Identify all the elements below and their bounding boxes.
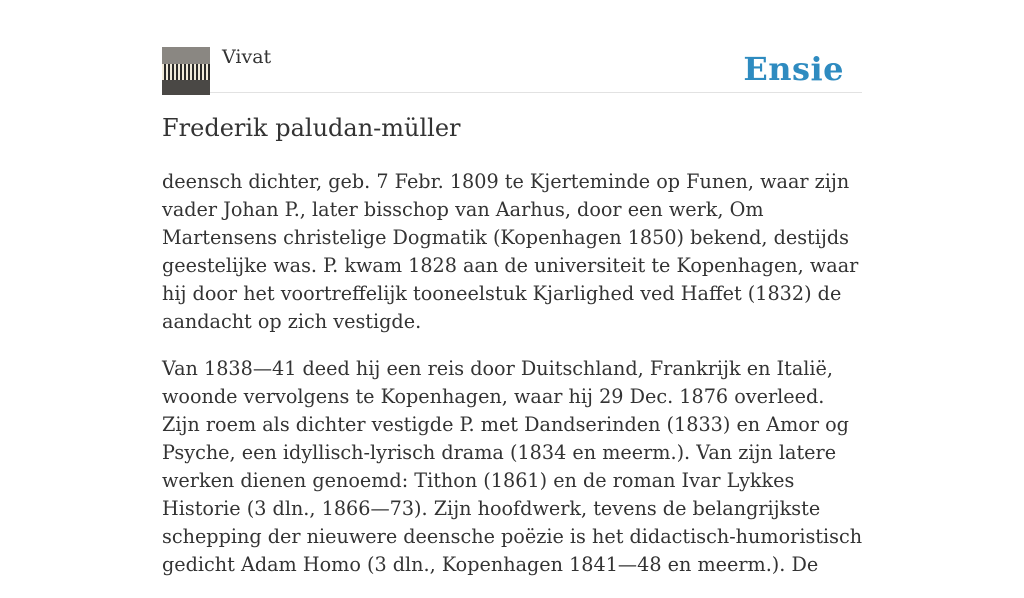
avatar-floor	[162, 80, 210, 95]
header	[162, 0, 862, 93]
author-avatar[interactable]	[162, 47, 210, 95]
avatar-sky	[162, 47, 210, 64]
author-name[interactable]: Vivat	[222, 46, 272, 68]
article-paragraph: deensch dichter, geb. 7 Febr. 1809 te Kjerteminde op Funen, waar zijn vader Johan P., later bisschop van Aarhus, door een werk, Om Martensens christelige Dogmatik (Kopenhagen 1850) bekend, destijds geestelijke was. P. kwam 1828 aan de universiteit te Kopenhagen, waar hij door het voortreffelijk tooneelstuk Kjarlighed ved Haffet (1832) de aandacht op zich vestigde.	[162, 170, 859, 333]
brand-logo[interactable]: Ensie	[743, 50, 844, 88]
article-title: Frederik paludan-müller	[162, 114, 461, 142]
article-paragraph: Van 1838—41 deed hij een reis door Duitschland, Frankrijk en Italië, woonde vervolgens te Kopenhagen, waar hij 29 Dec. 1876 overleed. Zijn roem als dichter vestigde P. met Dandserinden (1833) en Amor og Psyche, een idyllisch-lyrisch drama (1834 en meerm.). Van zijn latere werken dienen genoemd: Tithon (1861) en de roman Ivar Lykkes Historie (3 dln., 1866—73). Zijn hoofdwerk, tevens de belangrijkste schepping der nieuwere deensche poëzie is het didactisch-humoristisch gedicht Adam Homo (3 dln., Kopenhagen 1841—48 en meerm.). De	[162, 357, 863, 576]
article-body	[162, 168, 868, 598]
page-container	[162, 0, 863, 576]
avatar-bookshelf	[162, 64, 210, 80]
